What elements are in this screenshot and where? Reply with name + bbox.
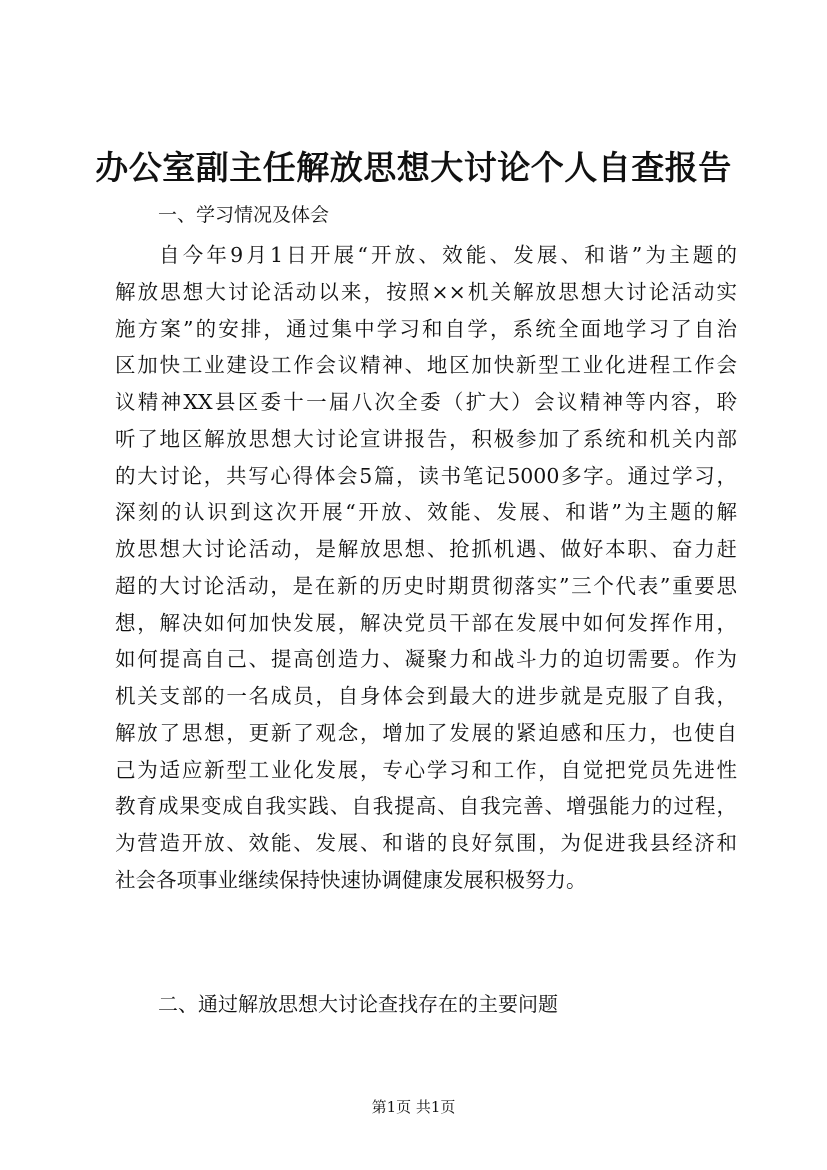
paragraph-body xyxy=(115,237,737,899)
paragraph-line: 机关支部的一名成员，自身体会到最大的进步就是克服了自我， xyxy=(115,684,737,708)
paragraph-line: 议精神XX县区委十一届八次全委（扩大）会议精神等内容，聆 xyxy=(115,390,737,414)
paragraph-line: 如何提高自己、提高创造力、凝聚力和战斗力的迫切需要。作为 xyxy=(115,647,737,672)
document-title: 办公室副主任解放思想大讨论个人自查报告 xyxy=(95,148,732,187)
paragraph-line: 解放思想大讨论活动以来，按照××机关解放思想大讨论活动实 xyxy=(115,279,737,304)
paragraph-line: 社会各项事业继续保持快速协调健康发展积极努力。 xyxy=(115,867,587,892)
section-heading-1: 一、学习情况及体会 xyxy=(158,204,330,226)
paragraph-line: 听了地区解放思想大讨论宣讲报告，积极参加了系统和机关内部 xyxy=(115,426,737,451)
section-heading-2: 二、通过解放思想大讨论查找存在的主要问题 xyxy=(158,992,558,1016)
paragraph-line: 己为适应新型工业化发展，专心学习和工作，自觉把党员先进性 xyxy=(115,757,737,782)
paragraph-line: 想，解决如何加快发展，解决党员干部在发展中如何发挥作用， xyxy=(115,610,737,635)
paragraph-line: 区加快工业建设工作会议精神、地区加快新型工业化进程工作会 xyxy=(115,353,737,378)
paragraph-line: 施方案”的安排，通过集中学习和自学，系统全面地学习了自治 xyxy=(115,316,737,341)
paragraph-line: 超的大讨论活动，是在新的历史时期贯彻落实”三个代表”重要思 xyxy=(115,573,737,598)
paragraph-line: 解放了思想，更新了观念，增加了发展的紧迫感和压力，也使自 xyxy=(115,720,737,745)
paragraph-line: 教育成果变成自我实践、自我提高、自我完善、增强能力的过程， xyxy=(115,794,737,819)
paragraph-line: 放思想大讨论活动，是解放思想、抢抓机遇、做好本职、奋力赶 xyxy=(115,537,737,561)
paragraph-line: 自今年9月1日开展“开放、效能、发展、和谐”为主题的 xyxy=(159,243,737,267)
page-footer: 第1页 共1页 xyxy=(371,1098,456,1116)
paragraph-line: 深刻的认识到这次开展“开放、效能、发展、和谐”为主题的解 xyxy=(115,500,737,525)
paragraph-line: 为营造开放、效能、发展、和谐的良好氛围，为促进我县经济和 xyxy=(115,831,737,855)
paragraph-line: 的大讨论，共写心得体会5篇，读书笔记5000多字。通过学习， xyxy=(115,463,737,488)
